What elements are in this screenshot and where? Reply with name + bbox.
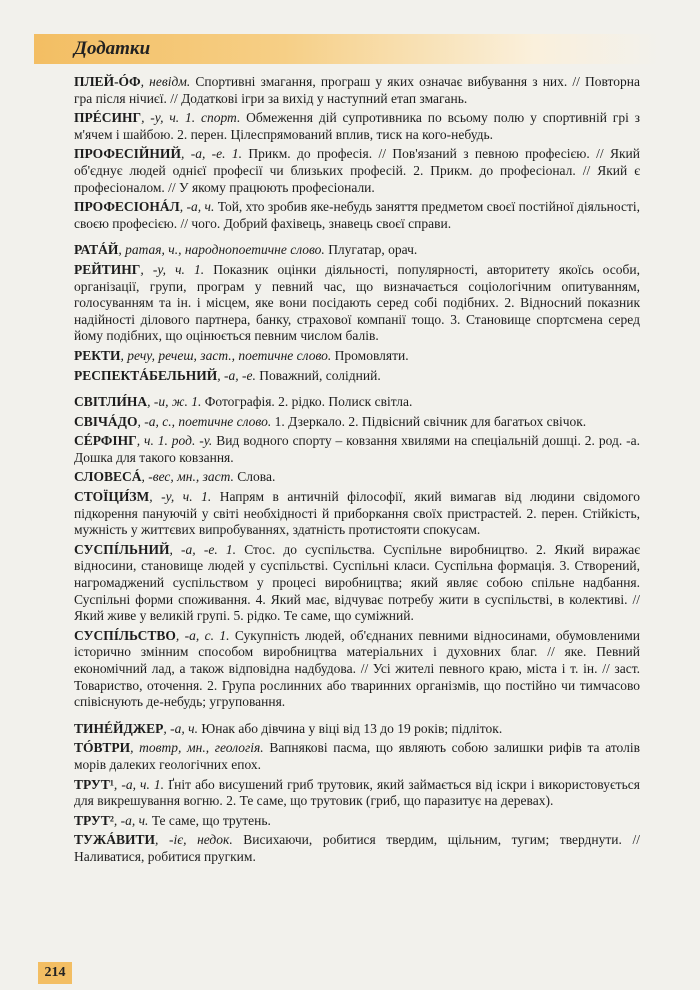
grammar-note: , -и, ж. 1. bbox=[147, 394, 202, 410]
glossary-entry bbox=[74, 199, 640, 232]
glossary-entry bbox=[74, 489, 640, 539]
grammar-note: , -а, ч. bbox=[113, 812, 149, 828]
headword: РЕСПЕКТÁБЕЛЬНИЙ bbox=[74, 367, 218, 383]
glossary-entry bbox=[74, 110, 640, 143]
grammar-note: , ратая, ч., народнопоетичне слово. bbox=[118, 242, 325, 258]
headword: СУСПІ́ЛЬСТВО bbox=[74, 627, 176, 643]
grammar-note: , невідм. bbox=[140, 74, 191, 89]
grammar-note: , -а, ч. 1. bbox=[113, 776, 165, 792]
definition: Те саме, що трутень. bbox=[148, 812, 271, 828]
glossary-entry bbox=[74, 348, 640, 365]
grammar-note: , -вес, мн., заст. bbox=[141, 469, 234, 485]
glossary-entry bbox=[74, 832, 640, 865]
headword: СВІЧÁДО bbox=[74, 413, 138, 429]
glossary-content bbox=[74, 74, 640, 869]
definition: Обмеження дій супротивника по всьому полю у спортивній грі з м'ячем і шайбою. 2. перен. Цілеспрямований вплив, тиск на кого-небудь. bbox=[74, 110, 640, 142]
headword: СВІТЛИ́НА bbox=[74, 394, 148, 410]
headword: ТÓВТРИ bbox=[74, 740, 131, 756]
headword: ТУЖÁВИТИ bbox=[74, 832, 156, 848]
glossary-entry bbox=[74, 813, 640, 830]
grammar-note: , -а, с. 1. bbox=[175, 627, 230, 643]
grammar-note: , -у, ч. 1. спорт. bbox=[141, 110, 241, 126]
headword: ПРОФЕСІЙНИЙ bbox=[74, 146, 181, 162]
headword: ТИНÉЙДЖЕР bbox=[74, 720, 164, 736]
definition: Вид водного спорту – ковзання хвилями на спеціальній дошці. 2. род. -а. Дошка для такого ковзання. bbox=[74, 433, 640, 465]
headword: РЕЙТИНГ bbox=[74, 261, 141, 277]
headword: СТОЇЦИ́ЗМ bbox=[74, 489, 150, 505]
grammar-note: , -а, -е. 1. bbox=[180, 146, 243, 162]
definition: Висихаючи, робитися твердим, щільним, тугим; тверднути. // Наливатися, робитися пругким. bbox=[74, 832, 640, 864]
definition: Поважний, солідний. bbox=[255, 367, 381, 383]
glossary-entry bbox=[74, 414, 640, 431]
page-number: 214 bbox=[38, 962, 72, 984]
headword: СÉРФІНГ bbox=[74, 433, 137, 449]
definition: Стос. до суспільства. Суспільне виробництво. 2. Який виражає відносини, становище людей у суспільстві. Суспільні класи. Суспільна формація. 3. Створений, нагромаджений суспільством у процесі виробництва; який являє собою спільне надбання. Суспільні форми споживання. 4. Який має, відчуває потребу жити в суспільстві, в колективі. // Який живе у великій групі. 5. рідко. Те саме, що суміжний. bbox=[74, 541, 640, 624]
glossary-entry bbox=[74, 721, 640, 738]
grammar-note: , -у, ч. 1. bbox=[140, 261, 205, 277]
glossary-entry bbox=[74, 368, 640, 385]
definition: Фотографія. 2. рідко. Полиск світла. bbox=[201, 394, 413, 410]
grammar-note: , -а, с., поетичне слово. bbox=[137, 413, 272, 429]
glossary-entry bbox=[74, 542, 640, 625]
definition: Слова. bbox=[233, 469, 276, 485]
headword: СУСПІ́ЛЬНИЙ bbox=[74, 541, 170, 557]
grammar-note: , -іє, недок. bbox=[155, 832, 233, 848]
glossary-entry bbox=[74, 777, 640, 810]
glossary-entry bbox=[74, 146, 640, 196]
headword: РЕКТИ bbox=[74, 347, 121, 363]
definition: Сукупність людей, об'єднаних певними відносинами, обумовленими історично змінним способом виробництва матеріальних і духовних благ. // яке. Певний економічний лад, а також відповідна надбудова. // Усі жителі певного краю, міста і т. ін. // заст. Товариство, оточення. 2. Група рослинних або тваринних організмів, що постійно чи тимчасово співіснують де-небудь; угруповання. bbox=[74, 627, 640, 710]
headword: РАТÁЙ bbox=[74, 242, 119, 258]
definition: Ґніт або висушений гриб трутовик, який займається від іскри і використовується для викрешування вогню. 2. Те саме, що трутовик (гриб, що паразитує на деревах). bbox=[74, 776, 641, 809]
grammar-note: , -у, ч. 1. bbox=[149, 489, 212, 505]
headword: ТРУТ² bbox=[74, 812, 114, 828]
definition: Промовляти. bbox=[331, 347, 409, 363]
definition: Плугатар, орач. bbox=[324, 242, 418, 258]
glossary-entry bbox=[74, 740, 640, 773]
section-title: Додатки bbox=[74, 38, 151, 59]
glossary-entry bbox=[74, 74, 640, 107]
grammar-note: , -а, -е. 1. bbox=[169, 541, 237, 557]
grammar-note: , речу, речеш, заст., поетичне слово. bbox=[120, 347, 332, 363]
grammar-note: , ч. 1. род. -у. bbox=[136, 433, 213, 449]
glossary-entry bbox=[74, 469, 640, 486]
definition: Юнак або дівчина у віці від 13 до 19 років; підліток. bbox=[197, 720, 503, 736]
headword: ПРÉСИНГ bbox=[74, 110, 142, 126]
definition: Той, хто зробив яке-небудь заняття предметом своєї постійної діяльності, своєю професією. // чого. Добрий фахівець, знавець своєї справи. bbox=[74, 199, 640, 231]
glossary-entry bbox=[74, 628, 640, 711]
definition: Спортивні змагання, програш у яких означає вибування з них. // Повторна гра після нічиєї. // Додаткові ігри за вихід у наступний етап змагань. bbox=[74, 74, 640, 106]
headword: ТРУТ¹ bbox=[74, 776, 114, 792]
definition: Показник оцінки діяльності, популярності, авторитету якоїсь особи, організації, групи, програм у певний час, що визначається соціологічним опитуванням, голосуванням та ін. і місцем, яке вони посідають серед собі подібних. 2. Відносний показник надійності ділового партнера, банку, страхової компанії тощо. 3. Становище спортсмена серед йому подібних, що оцінюється певним числом балів. bbox=[74, 261, 640, 344]
headword: СЛОВЕСÁ bbox=[74, 469, 142, 485]
glossary-entry bbox=[74, 242, 640, 259]
definition: Прикм. до професія. // Пов'язаний з певною професією. // Який об'єднує людей однієї професії чи близьких професій. 2. Прикм. до професіонал. // Який є професіоналом. // У якому працюють професіонали. bbox=[74, 146, 640, 195]
grammar-note: , товтр, мн., геологія. bbox=[130, 740, 264, 756]
grammar-note: , -а, ч. bbox=[179, 199, 215, 215]
glossary-entry bbox=[74, 433, 640, 466]
definition: 1. Дзеркало. 2. Підвісний свічник для багатьох свічок. bbox=[271, 413, 587, 429]
glossary-entry bbox=[74, 262, 640, 345]
headword: ПЛЕЙ-ÓФ bbox=[74, 74, 141, 89]
grammar-note: , -а, ч. bbox=[163, 720, 198, 736]
grammar-note: , -а, -е. bbox=[217, 367, 256, 383]
definition: Вапнякові пасма, що являють собою залишки рифів та атолів морів далеких геологічних епох. bbox=[74, 740, 640, 772]
headword: ПРОФЕСІОНÁЛ bbox=[74, 199, 180, 215]
definition: Напрям в античній філософії, який вимагав від людини свідомого підкорення пануючій у світі необхідності й приборкання своїх пристрастей. 2. перен. Стійкість, мужність у життєвих випробуваннях, здатність протистояти спокусам. bbox=[74, 489, 640, 538]
glossary-entry bbox=[74, 394, 640, 411]
